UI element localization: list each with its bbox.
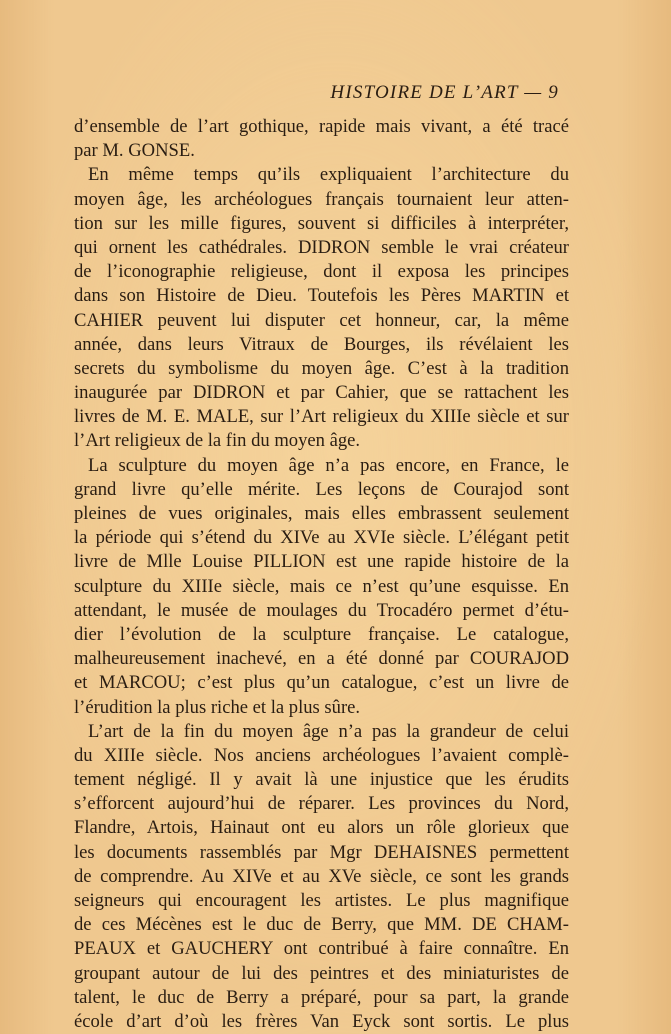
text-line: seigneurs qui encouragent les artistes. Le plus magnifique: [74, 890, 569, 911]
running-header: HISTOIRE DE L’ART — 9: [330, 82, 559, 103]
text-line: pleines de vues originales, mais elles embrassent seulement: [74, 503, 569, 524]
text-line: grand livre qu’elle mérite. Les leçons de Courajod sont: [74, 478, 569, 500]
text-line: les documents rassemblés par Mgr DEHAISNES permettent: [74, 841, 569, 863]
text-line: secrets du symbolisme du moyen âge. C’est à la tradition: [74, 357, 569, 379]
text-line: livre de Mlle Louise PILLION est une rapide histoire de la: [74, 551, 569, 573]
text-line: par M. GONSE.: [74, 140, 195, 162]
text-line: qui ornent les cathédrales. DIDRON semble le vrai créateur: [74, 236, 569, 258]
text-line: La sculpture du moyen âge n’a pas encore, en France, le: [88, 454, 569, 476]
text-line: du XIIIe siècle. Nos anciens archéologues l’avaient complè-: [74, 744, 569, 766]
text-line: livres de M. E. MALE, sur l’Art religieux du XIIIe siècle et sur: [74, 406, 569, 428]
text-line: inaugurée par DIDRON et par Cahier, que se rattachent les: [74, 382, 569, 404]
text-line: de ces Mécènes est le duc de Berry, que MM. DE CHAM-: [74, 914, 569, 936]
text-line: la période qui s’étend du XIVe au XVIe siècle. L’élégant petit: [74, 527, 569, 549]
text-line: s’efforcent aujourd’hui de réparer. Les provinces du Nord,: [74, 793, 569, 815]
text-line: et MARCOU; c’est plus qu’un catalogue, c’est un livre de: [74, 672, 569, 694]
text-line: l’Art religieux de la fin du moyen âge.: [74, 430, 361, 452]
text-line: sculpture du XIIIe siècle, mais ce n’est qu’une esquisse. En: [74, 575, 569, 597]
text-line: talent, le duc de Berry a préparé, pour sa part, la grande: [74, 986, 569, 1008]
text-line: L’art de la fin du moyen âge n’a pas la grandeur de celui: [88, 720, 569, 742]
text-line: tion sur les mille figures, souvent si difficiles à interpréter,: [74, 212, 569, 234]
body-text: [74, 115, 569, 1034]
text-line: dier l’évolution de la sculpture française. Le catalogue,: [74, 623, 569, 645]
text-line: de comprendre. Au XIVe et au XVe siècle, ce sont les grands: [74, 865, 569, 887]
text-line: En même temps qu’ils expliquaient l’architecture du: [88, 164, 569, 186]
text-line: Flandre, Artois, Hainaut ont eu alors un rôle glorieux que: [74, 817, 569, 839]
text-line: dans son Histoire de Dieu. Toutefois les Pères MARTIN et: [74, 285, 569, 307]
text-line: CAHIER peuvent lui disputer cet honneur, car, la même: [74, 309, 569, 331]
text-line: tement négligé. Il y avait là une injustice que les érudits: [74, 769, 569, 791]
text-line: attendant, le musée de moulages du Trocadéro permet d’étu-: [74, 599, 569, 621]
text-line: d’ensemble de l’art gothique, rapide mais vivant, a été tracé: [74, 116, 569, 137]
text-line: malheureusement inachevé, en a été donné par COURAJOD: [74, 648, 569, 670]
text-line: de l’iconographie religieuse, dont il exposa les principes: [74, 261, 569, 283]
text-line: groupant autour de lui des peintres et des miniaturistes de: [74, 962, 569, 984]
text-line: PEAUX et GAUCHERY ont contribué à faire connaître. En: [74, 938, 569, 960]
text-line: école d’art d’où les frères Van Eyck sont sortis. Le plus: [74, 1010, 569, 1032]
text-line: l’érudition la plus riche et la plus sûre.: [74, 696, 361, 718]
text-line: moyen âge, les archéologues français tournaient leur atten-: [74, 188, 569, 210]
text-line: année, dans leurs Vitraux de Bourges, ils révélaient les: [74, 333, 569, 355]
